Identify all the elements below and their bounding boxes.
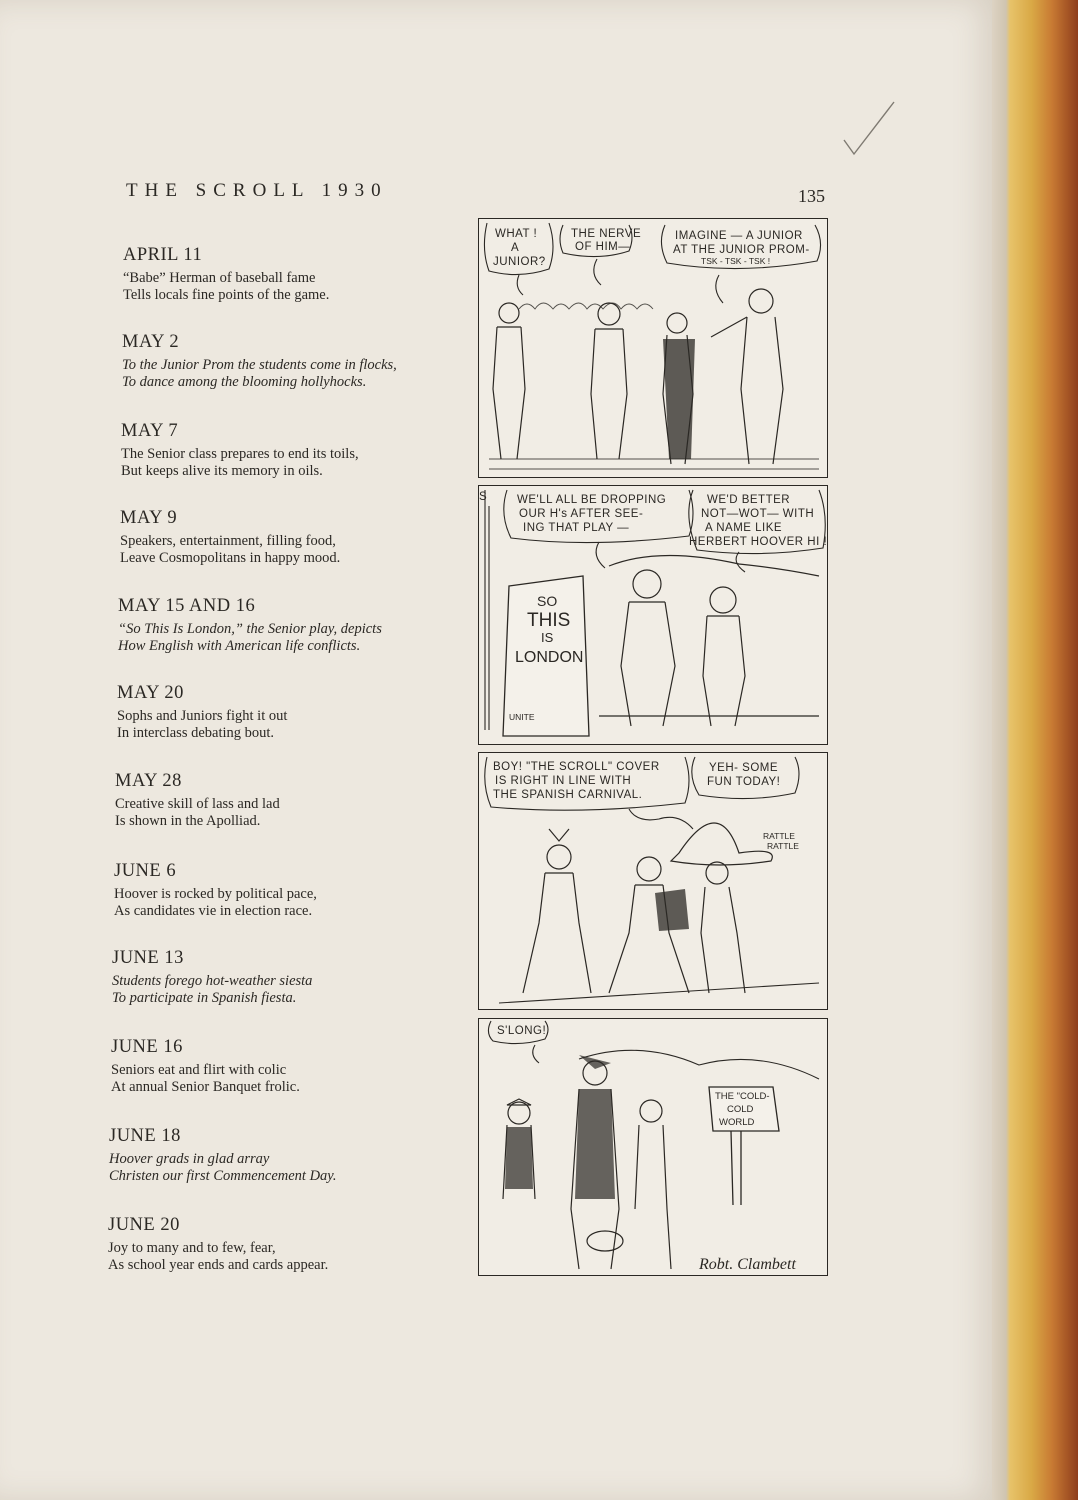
entry-line: To participate in Spanish fiesta.: [112, 990, 297, 1006]
entry-june-16: [111, 1037, 300, 1096]
page-header-title: THE SCROLL 1930: [126, 180, 388, 201]
bubble-text-line: THE SPANISH CARNIVAL.: [493, 789, 643, 801]
entry-line: Creative skill of lass and lad: [115, 796, 280, 812]
checkmark-mark: [838, 98, 898, 158]
bubble-text-line: WE'D BETTER: [707, 494, 791, 506]
bubble-text-line: THE NERVE: [571, 228, 642, 240]
bubble-text-line: AT THE JUNIOR PROM-: [673, 244, 810, 256]
bubble-text-line: WE'LL ALL BE DROPPING: [517, 494, 667, 506]
entry-april-11: [123, 245, 329, 304]
entry-line: As candidates vie in election race.: [114, 903, 313, 919]
entry-may-28: [115, 771, 280, 830]
bubble-text-line: A NAME LIKE: [705, 522, 783, 534]
page-number: 135: [798, 186, 825, 206]
artist-signature: Robt. Clambett: [699, 1256, 796, 1273]
cartoon-panel-junior-prom: [478, 218, 828, 478]
entry-line: Hoover is rocked by political pace,: [114, 886, 317, 902]
poster-text-line: LONDON: [515, 649, 584, 666]
entry-line: Joy to many and to few, fear,: [108, 1240, 276, 1256]
entry-line: Sophs and Juniors fight it out: [117, 708, 288, 724]
book-spine-edge: [992, 0, 1078, 1500]
entry-june-18: [109, 1126, 337, 1185]
entry-date: MAY 7: [121, 421, 179, 441]
entry-june-13: [112, 948, 312, 1007]
bubble-text-line: YEH- SOME: [709, 762, 779, 774]
bubble-text-line: S'LONG!: [497, 1025, 547, 1037]
entry-line: Leave Cosmopolitans in happy mood.: [120, 550, 341, 566]
sign-text-line: THE "COLD-: [715, 1091, 770, 1102]
entry-line: The Senior class prepares to end its toils,: [121, 446, 359, 462]
entry-date: MAY 2: [122, 332, 180, 352]
bubble-text-line: IMAGINE — A JUNIOR: [675, 230, 803, 242]
entry-date: JUNE 18: [109, 1126, 181, 1146]
entry-date: JUNE 20: [108, 1215, 180, 1235]
entry-line: As school year ends and cards appear.: [108, 1257, 329, 1273]
entry-date: APRIL 11: [123, 245, 203, 265]
poster-tag: UNITE: [509, 712, 535, 722]
bubble-text-line: JUNIOR?: [493, 256, 546, 268]
entry-line: Is shown in the Apolliad.: [115, 813, 261, 829]
sound-effect-text: RATTLE: [763, 831, 795, 841]
entry-line: Seniors eat and flirt with colic: [111, 1062, 287, 1078]
bubble-text-line: FUN TODAY!: [707, 776, 781, 788]
entry-line: Christen our first Commencement Day.: [109, 1168, 337, 1184]
entry-june-6: [114, 861, 317, 920]
cartoon-panel-cold-world: [478, 1018, 828, 1276]
entry-line: Hoover grads in glad array: [109, 1151, 270, 1167]
bubble-text-line: IS RIGHT IN LINE WITH: [495, 775, 632, 787]
sign-text-line: COLD: [727, 1104, 754, 1115]
entry-line: In interclass debating bout.: [117, 725, 275, 741]
cartoon-panel-so-this-is-london: [478, 485, 828, 745]
entry-line: How English with American life conflicts.: [118, 638, 361, 654]
entry-line: “Babe” Herman of baseball fame: [123, 270, 316, 286]
bubble-text-line: WHAT !: [495, 228, 538, 240]
bubble-text-line: OF HIM—: [575, 241, 631, 253]
entry-may-15-and-16: [118, 596, 382, 655]
bubble-text-line: TSK - TSK - TSK !: [701, 256, 771, 266]
entry-may-20: [117, 683, 287, 742]
poster-text-line: THIS: [527, 610, 571, 631]
panel-edge-letter: S: [479, 491, 488, 503]
entry-line: But keeps alive its memory in oils.: [121, 463, 323, 479]
bubble-text-line: BOY! "THE SCROLL" COVER: [493, 761, 660, 773]
sound-effect-text: RATTLE: [767, 841, 799, 851]
cartoon-panel-spanish-carnival: [478, 752, 828, 1010]
sign-text-line: WORLD: [719, 1117, 755, 1128]
entry-may-9: [120, 508, 340, 567]
entry-line: Students forego hot-weather siesta: [112, 973, 313, 989]
entry-date: MAY 20: [117, 683, 184, 703]
entry-date: JUNE 16: [111, 1037, 183, 1057]
poster-text-line: SO: [537, 593, 558, 609]
entry-date: JUNE 6: [114, 861, 177, 881]
entry-may-7: [121, 421, 359, 480]
entry-date: MAY 9: [120, 508, 178, 528]
entry-line: Tells locals fine points of the game.: [123, 287, 330, 303]
bubble-text-line: A: [511, 242, 520, 254]
entry-line: “So This Is London,” the Senior play, depicts: [118, 621, 382, 637]
bubble-text-line: HERBERT HOOVER HI !: [689, 536, 827, 548]
entry-date: JUNE 13: [112, 948, 184, 968]
entry-june-20: [108, 1215, 328, 1274]
entry-line: To the Junior Prom the students come in flocks,: [122, 357, 397, 373]
entry-line: To dance among the blooming hollyhocks.: [122, 374, 367, 390]
entry-date: MAY 15 AND 16: [118, 596, 256, 616]
bubble-text-line: NOT—WOT— WITH: [701, 508, 815, 520]
entry-line: Speakers, entertainment, filling food,: [120, 533, 336, 549]
entry-line: At annual Senior Banquet frolic.: [111, 1079, 300, 1095]
entry-may-2: [122, 332, 397, 391]
bubble-text-line: OUR H's AFTER SEE-: [519, 508, 644, 520]
entry-date: MAY 28: [115, 771, 182, 791]
poster-text-line: IS: [541, 630, 554, 645]
bubble-text-line: ING THAT PLAY —: [523, 522, 630, 534]
